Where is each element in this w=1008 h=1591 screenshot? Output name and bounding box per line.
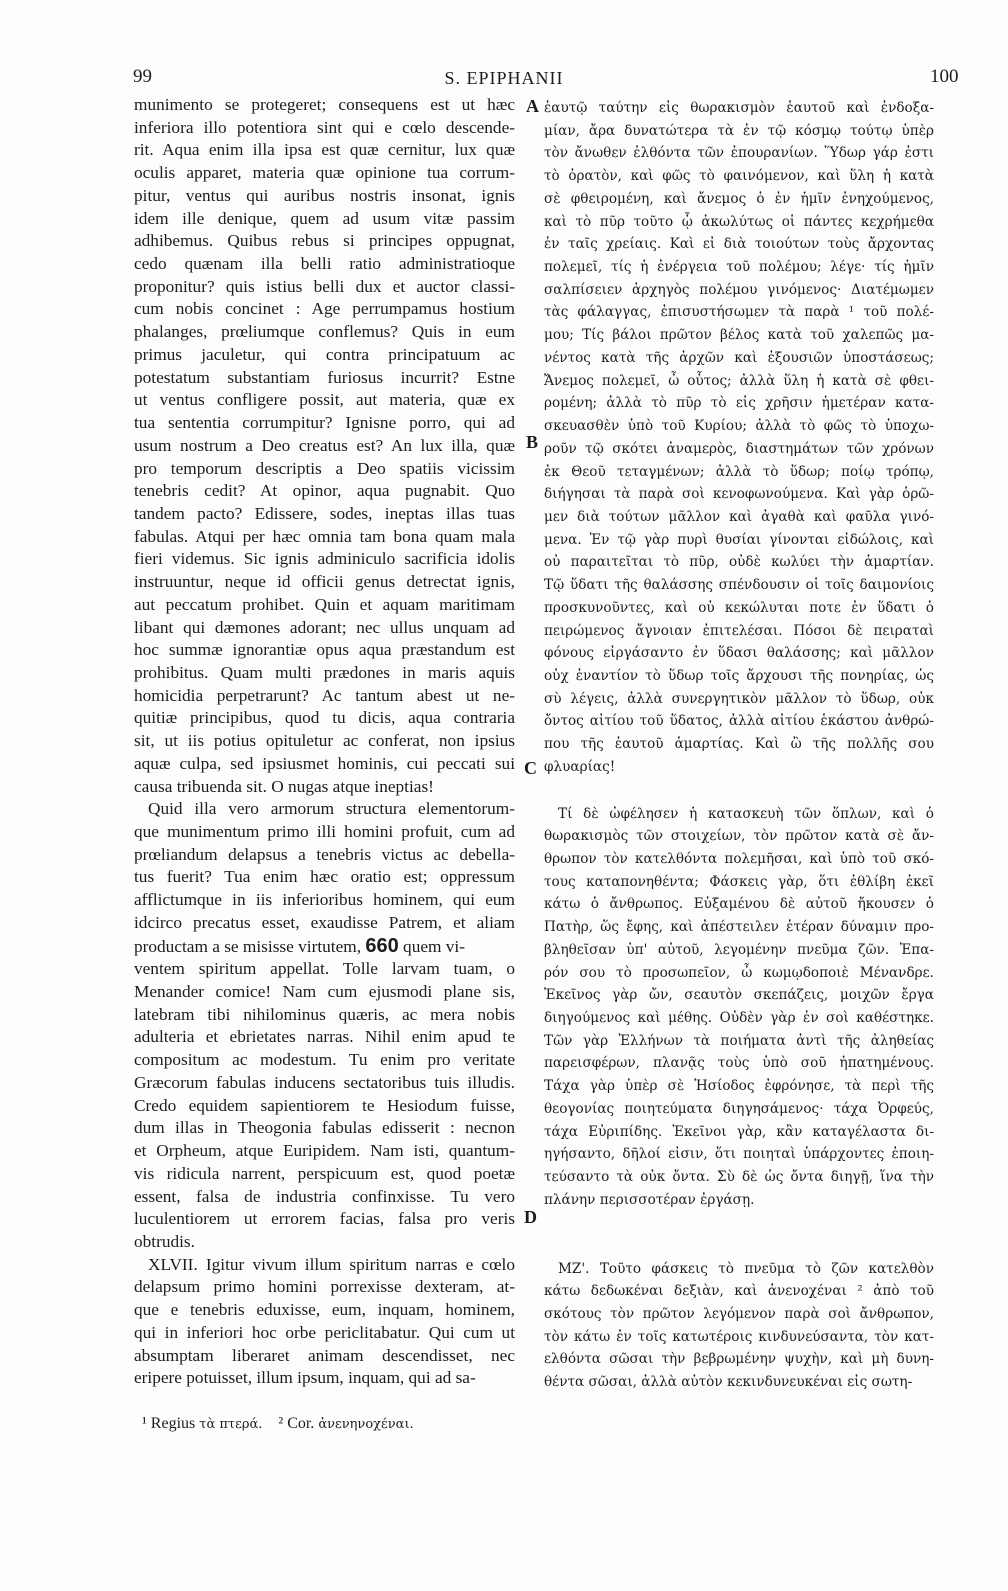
latin-line: Menander comice! Nam cum ejusmodi plane sis, [134,982,515,1002]
greek-line: μίαν, ἄρα δυνατώτερα τὰ ἐν τῷ κόσμῳ τούτῳ ὑπὲρ [544,122,934,139]
latin-line: munimento se protegeret; consequens est ut hæc [134,95,515,114]
greek-line: σαλπίσειεν ἀρχηγὸς πολέμου γινόμενος· Διατέμωμεν [544,281,934,298]
latin-line-continuation [365,934,465,957]
latin-line: potestatum substantiam furiosus incurrit? Estne [134,367,515,387]
greek-line: Ἄνεμος πολεμεῖ, ὦ οὗτος; ἀλλὰ ὕλη ἡ κατὰ σὲ φθει- [544,372,934,389]
greek-line: βληθεῖσαν ὑπ' αὐτοῦ, λεγομένην πνεῦμα ζῶν. Ἐπα- [544,941,934,958]
greek-line: διήγησαι τὰ παρὰ σοὶ κενοφωνούμενα. Καὶ γὰρ ὁρῶ- [544,486,934,503]
latin-line: pitur, ventus qui auribus nostris insonat, ignis [134,185,515,205]
latin-line: Credo equidem sapientiorem te Hesiodum fuisse, [134,1095,515,1115]
greek-line: Τί δὲ ὠφέλησεν ἡ κατασκευὴ τῶν ὅπλων, καὶ ὁ [558,805,934,822]
greek-line: ΜΖ'. Τοῦτο φάσκεις τὸ πνεῦμα τὸ ζῶν κατελθὸν [558,1260,934,1277]
greek-line: τὰς φάλαγγας, ἐπισυστήσωμεν τὰ παρὰ ¹ τοῦ πολέ- [544,304,934,321]
latin-line: prœliandum delapsus a tenebris victus ac debella- [134,844,515,864]
greek-line: τὸ ὁρατὸν, καὶ φῶς τὸ φαινόμενον, καὶ ὕλη ἡ κατὰ [544,168,934,185]
greek-line: σὲ φθειρομένη, καὶ ἄνεμος ὁ ἐν ἡμῖν ἐνηχούμενος, [544,190,934,207]
greek-line: Τάχα γὰρ ὑπὲρ σὲ Ἡσίοδος ἐφρόνησε, τὰ περὶ τῆς [544,1078,934,1095]
running-title: S. EPIPHANII [444,68,564,88]
latin-line: libant qui dæmones adorant; nec ullus unquam ad [134,617,515,637]
margin-marker-b: B [526,432,539,452]
footnotes [142,1415,414,1433]
latin-line: adhibemus. Quibus rebus si principes oppugnat, [134,231,515,251]
greek-line: φόνους εἰργάσαντο ἐν ὕδασι θαλάσσης; καὶ μᾶλλον [544,645,934,662]
greek-line: σκευασθὲν ὑπὸ τοῦ Κυρίου; ἀλλὰ τὸ φῶς τὸ ὑποχω- [544,418,934,435]
greek-column [544,97,934,1394]
greek-line: ροῦν τῷ σκότει ἀναμερὸς, διαστημάτων τῶν χρόνων [544,440,934,457]
greek-line: θεογονίας ποιητεύματα διηγησάμενος· τάχα Ὀρφεύς, [544,1100,934,1117]
latin-line: cedo quænam illa belli ratio administratioque [134,254,515,274]
greek-line: ελθόντα σῶσαι τὴν βεβρωμένην ψυχὴν, καὶ μὴ δυνη- [544,1351,934,1368]
greek-line: καὶ τὸ πῦρ τοῦτο ᾧ ἀκωλύτως οἱ πάντες κεχρήμεθα [544,213,934,230]
greek-line: ηγήσαντο, δῆλοί εἰσιν, ὅτι ποιηταὶ ὑπάρχοντες ἐποιη- [544,1146,934,1163]
greek-line: Τῷ ὕδατι τῆς θαλάσσης σπένδουσιν οἱ τοῖς δαιμονίοις [544,577,934,594]
latin-line: prohibitus. Quam multi prædones in maris aquis [134,662,515,682]
latin-line: quitiæ principibus, quod tu dicis, aqua contraria [134,708,515,728]
latin-line: tus fuerit? Tua enim hæc oratio est; oppressum [134,867,515,887]
greek-line: ἑαυτῷ ταύτην εἰς θωρακισμὸν ἑαυτοῦ καὶ ἐνδοξα- [544,100,934,116]
latin-line: tenebris cedit? At opinor, aqua pugnabit. Quo [134,481,515,501]
greek-line: πολεμεῖ, τίς ἡ ἐνέργεια τοῦ πολέμου; λέγε· τίς ἡμῖν [544,259,934,276]
latin-line: Græcorum fabulas inducens sectatoribus tuis illudis. [134,1072,515,1092]
left-page-number: 99 [133,66,152,87]
latin-line: inferiora illo potentiora sint qui e cœlo descende- [134,117,515,137]
greek-line: πλάνην περισσοτέραν ἐργάσῃ. [544,1191,755,1208]
footnote-1: ¹ Regius [142,1415,196,1432]
latin-line: obtrudis. [134,1231,195,1251]
latin-line: XLVII. Igitur vivum illum spiritum narras e cœlo [148,1254,515,1274]
margin-marker-a: A [526,96,539,116]
latin-line: phalanges, prœliumque conflemus? Quis in eum [134,322,515,342]
greek-line: οὐ παραιτεῖται τὸ πῦρ, οὐδὲ κωλύει τὴν ἁμαρτίαν. [544,554,934,571]
greek-line: τεύσαντο τὰ οὐκ ὄντα. Σὺ δὲ ὡς ὄντα διηγῇ, ἵνα τὴν [544,1169,934,1186]
latin-line: Quid illa vero armorum structura elementorum- [148,799,515,819]
paragraph-gap [544,779,934,803]
latin-line: primus jaculetur, qui contra principatuum ac [134,344,515,364]
greek-line: μου; Τίς βάλοι πρῶτον βέλος κατὰ τοῦ χαλεπῶς μα- [544,327,934,344]
latin-line: absumptam liberaret animam descendisset, nec [134,1345,515,1365]
latin-line-tail: quem vi- [403,936,465,956]
greek-line: ἐκ Θεοῦ τεταγμένων; ἀλλὰ τὸ ὕδωρ; ποίῳ τρόπῳ, [544,463,934,480]
greek-line: κάτω ὁ ἄνθρωπος. Εὐξαμένου δὲ αὐτοῦ ἤκουσεν ὁ [544,896,934,913]
footnote-1-greek: τὰ πτερά. [199,1417,263,1432]
greek-line: ἐν ταῖς χρείαις. Καὶ εἰ διὰ τοιούτων τοὺς ἄρχοντας [544,236,934,253]
greek-line: μενα. Ἐν τῷ γὰρ πυρὶ θυσίαι γίνονται εἰδώλοις, καὶ [544,531,934,548]
latin-line: ut ventus confligere possit, aut materia, quæ ex [134,390,515,410]
greek-line: οὐχ ἐναντίον τὸ ὕδωρ τοῖς ἄρχουσι τῆς πονηρίας, ὡς [544,667,934,684]
greek-line: προσκυνοῦντες, καὶ οὐ κεκώλυται ποτε ἐν ὕδατι ὁ [544,599,934,616]
greek-line: παρεισφέρων, πλανᾷς τοὺς ὑπὸ σοῦ ἠπατημένους. [544,1055,934,1072]
latin-line [134,935,515,959]
latin-line: adulteria et ebrietates narras. Nihil enim apud te [134,1027,515,1047]
margin-marker-c: C [524,758,537,778]
latin-line: ventem spiritum appellat. Tolle larvam tuam, o [134,959,515,979]
paragraph-gap [544,1212,934,1258]
greek-line: θωρακισμὸς τῶν στοιχείων, τὸν πρῶτον κατὰ σὲ ἄν- [544,828,934,845]
latin-line: oculis apparet, materia quæ opinione tua corrum- [134,163,515,183]
greek-line: που τῆς ἑαυτοῦ ἁμαρτίας. Καὶ ὢ τῆς πολλῆς σου [544,736,934,753]
greek-line: σὺ λέγεις, ἀλλὰ συνεργητικὸν μᾶλλον τὸ ὕδωρ, οὐκ [544,690,934,707]
greek-line: θέντα σῶσαι, ἀλλὰ αὐτὸν κεκινδυνευκέναι εἰς σωτη- [544,1374,913,1391]
latin-line: pro temporum descriptis a Deo spatiis vicissim [134,458,515,478]
latin-line: eripere potuisset, illum ipsum, inquam, qui ad sa- [134,1368,476,1388]
latin-line: compositum ac modestum. Tu enim pro veritate [134,1050,515,1070]
latin-line: aut peccatum prohibet. Quin et aquam maritimam [134,594,515,614]
greek-line: σκότους τὸν πρῶτον λεγόμενον παρὰ σοὶ ἄνθρωπον, [544,1305,934,1322]
latin-line: fabulas. Atqui per hæc omnia tam bona quam mala [134,526,515,546]
latin-line: tua sententia corrumpitur? Ignisne porro, qui ad [134,413,515,433]
greek-line: Τῶν γὰρ Ἑλλήνων τὰ ποιήματα ἀντὶ τῆς ἀληθείας [544,1032,934,1049]
greek-line: πειρώμενος ἄγνοιαν ἐπιτελέσαι. Πόσοι δὲ πειραταὶ [544,622,934,639]
latin-line: fieri videmus. Sic ignis adminiculo sacrificia idolis [134,549,515,569]
margin-marker-d: D [524,1207,537,1227]
latin-line: usum nostrum a Deo creatus est? An lux illa, quæ [134,435,515,455]
greek-line: Ἐκεῖνος γὰρ ὤν, σεαυτὸν σκεπάζεις, μοιχῶν ἔργα [544,987,934,1004]
greek-line: τὸν ἄνωθεν ἐλθόντα τῶν ἐπουρανίων. Ὕδωρ γάρ ἐστι [544,145,934,162]
latin-line: instruuntur, neque id officii genus detrectat ignis, [134,572,515,592]
latin-line: sit, ut iis potius opituletur ac conferat, non ipsius [134,731,515,751]
latin-line: latebram tibi nihilominus quæris, ac mera nobis [134,1004,515,1024]
greek-line: ὄντος αἰτίου τοῦ ὕδατος, ἀλλὰ αἰτίου ἑκάστου ἀνθρώ- [544,713,934,730]
latin-line: homicidia perpetrarunt? Ac tantum abest ut ne- [134,685,515,705]
greek-line: ρόν σου τὸ προσωπεῖον, ὦ κωμῳδοποιὲ Μένανδρε. [544,964,934,981]
greek-line: τους καταπονηθέντα; Φάσκεις γὰρ, ὅτι ἐθλίβη ἐκεῖ [544,873,934,890]
latin-line: aquæ culpa, sed ipsiusmet hominis, cui peccati sui [134,753,515,773]
greek-line: διηγούμενος καὶ μέθης. Οὐδὲν γὰρ ἐν σοὶ καθέστηκε. [544,1010,934,1027]
footnote-2: ² Cor. [278,1415,315,1432]
latin-line: vis ridicula narrent, perspicuum est, quod poetæ [134,1163,515,1183]
footnote-2-greek: ἀνενηνοχέναι. [318,1417,414,1432]
greek-line: θρωπον τὸν κατελθόντα πολεμῆσαι, καὶ ὑπὸ τοῦ σκό- [544,851,934,867]
latin-line: idem ille denique, quem ad usum vitæ passim [134,208,515,228]
greek-line: τὸν κάτω ἐν τοῖς κατωτέροις κινδυνεύσαντα, τὸν κατ- [544,1328,934,1345]
latin-line: qui in inferiori hoc orbe periclitabatur. Qui cum ut [134,1322,515,1342]
latin-line: dum illas in Theogonia fabulas edisserit : necnon [134,1118,515,1138]
greek-line: κάτω δεδωκέναι δεξιὰν, καὶ ἀνενοχέναι ² ἀπὸ τοῦ [544,1283,934,1300]
latin-line: idcirco precatus esset, exaudisse Patrem, et aliam [134,912,515,932]
latin-column [134,94,515,1390]
latin-line: tandem pacto? Edissere, sodes, ineptas illas tuas [134,503,515,523]
greek-line: νέντος κατὰ τῆς ἀρχῶν καὶ ἐξουσιῶν ὑποστάσεως; [544,349,934,366]
latin-line: proponitur? quis istius belli dux et auctor classi- [134,276,515,296]
right-page-number: 100 [930,66,959,87]
latin-line: hoc summæ ignorantiæ opus aqua præstandum est [134,640,515,660]
latin-line: delapsum primo homini porrexisse dexteram, at- [134,1277,515,1297]
latin-line: rit. Aqua enim illa ipsa est quæ cernitur, lux quæ [134,140,515,160]
latin-line: luculentiorem ut errorem facias, falsa pro veris [134,1209,515,1229]
greek-line: φλυαρίας! [544,758,616,775]
latin-line: cum nobis concinet : Age perrumpamus hostium [134,299,515,319]
latin-line: que munimentum primo illi homini profuit, cum ad [134,822,515,841]
latin-line: et Orpheum, atque Euripidem. Nam isti, quantum- [134,1141,515,1161]
latin-line-head: productam a se misisse virtutem, [134,936,362,956]
latin-line: essent, falsa de industria confinxisse. Tu vero [134,1186,515,1206]
greek-line: Πατὴρ, ὥς ἔφης, καὶ ἀπέστειλεν ἑτέραν δύναμιν προ- [544,919,934,936]
column-number: 660 [365,934,399,957]
greek-line: ρομένη; ἀλλὰ τὸ πῦρ τὸ εἰς χρῆσιν ἡμετέραν κατα- [544,395,934,412]
latin-line: afflictumque in iis inferioribus hominem, qui eum [134,890,515,910]
latin-line: que e tenebris eduxisse, eum, inquam, hominem, [134,1300,515,1320]
greek-line: τάχα Εὐριπίδης. Ἐκεῖνοι γὰρ, κἂν καταγέλαστα δι- [544,1123,934,1140]
latin-line: causa tribuenda sit. O nugas atque ineptias! [134,776,434,796]
greek-line: μεν διὰ τούτων μᾶλλον καὶ ἀγαθὰ καὶ φαῦλα γινό- [544,508,934,525]
